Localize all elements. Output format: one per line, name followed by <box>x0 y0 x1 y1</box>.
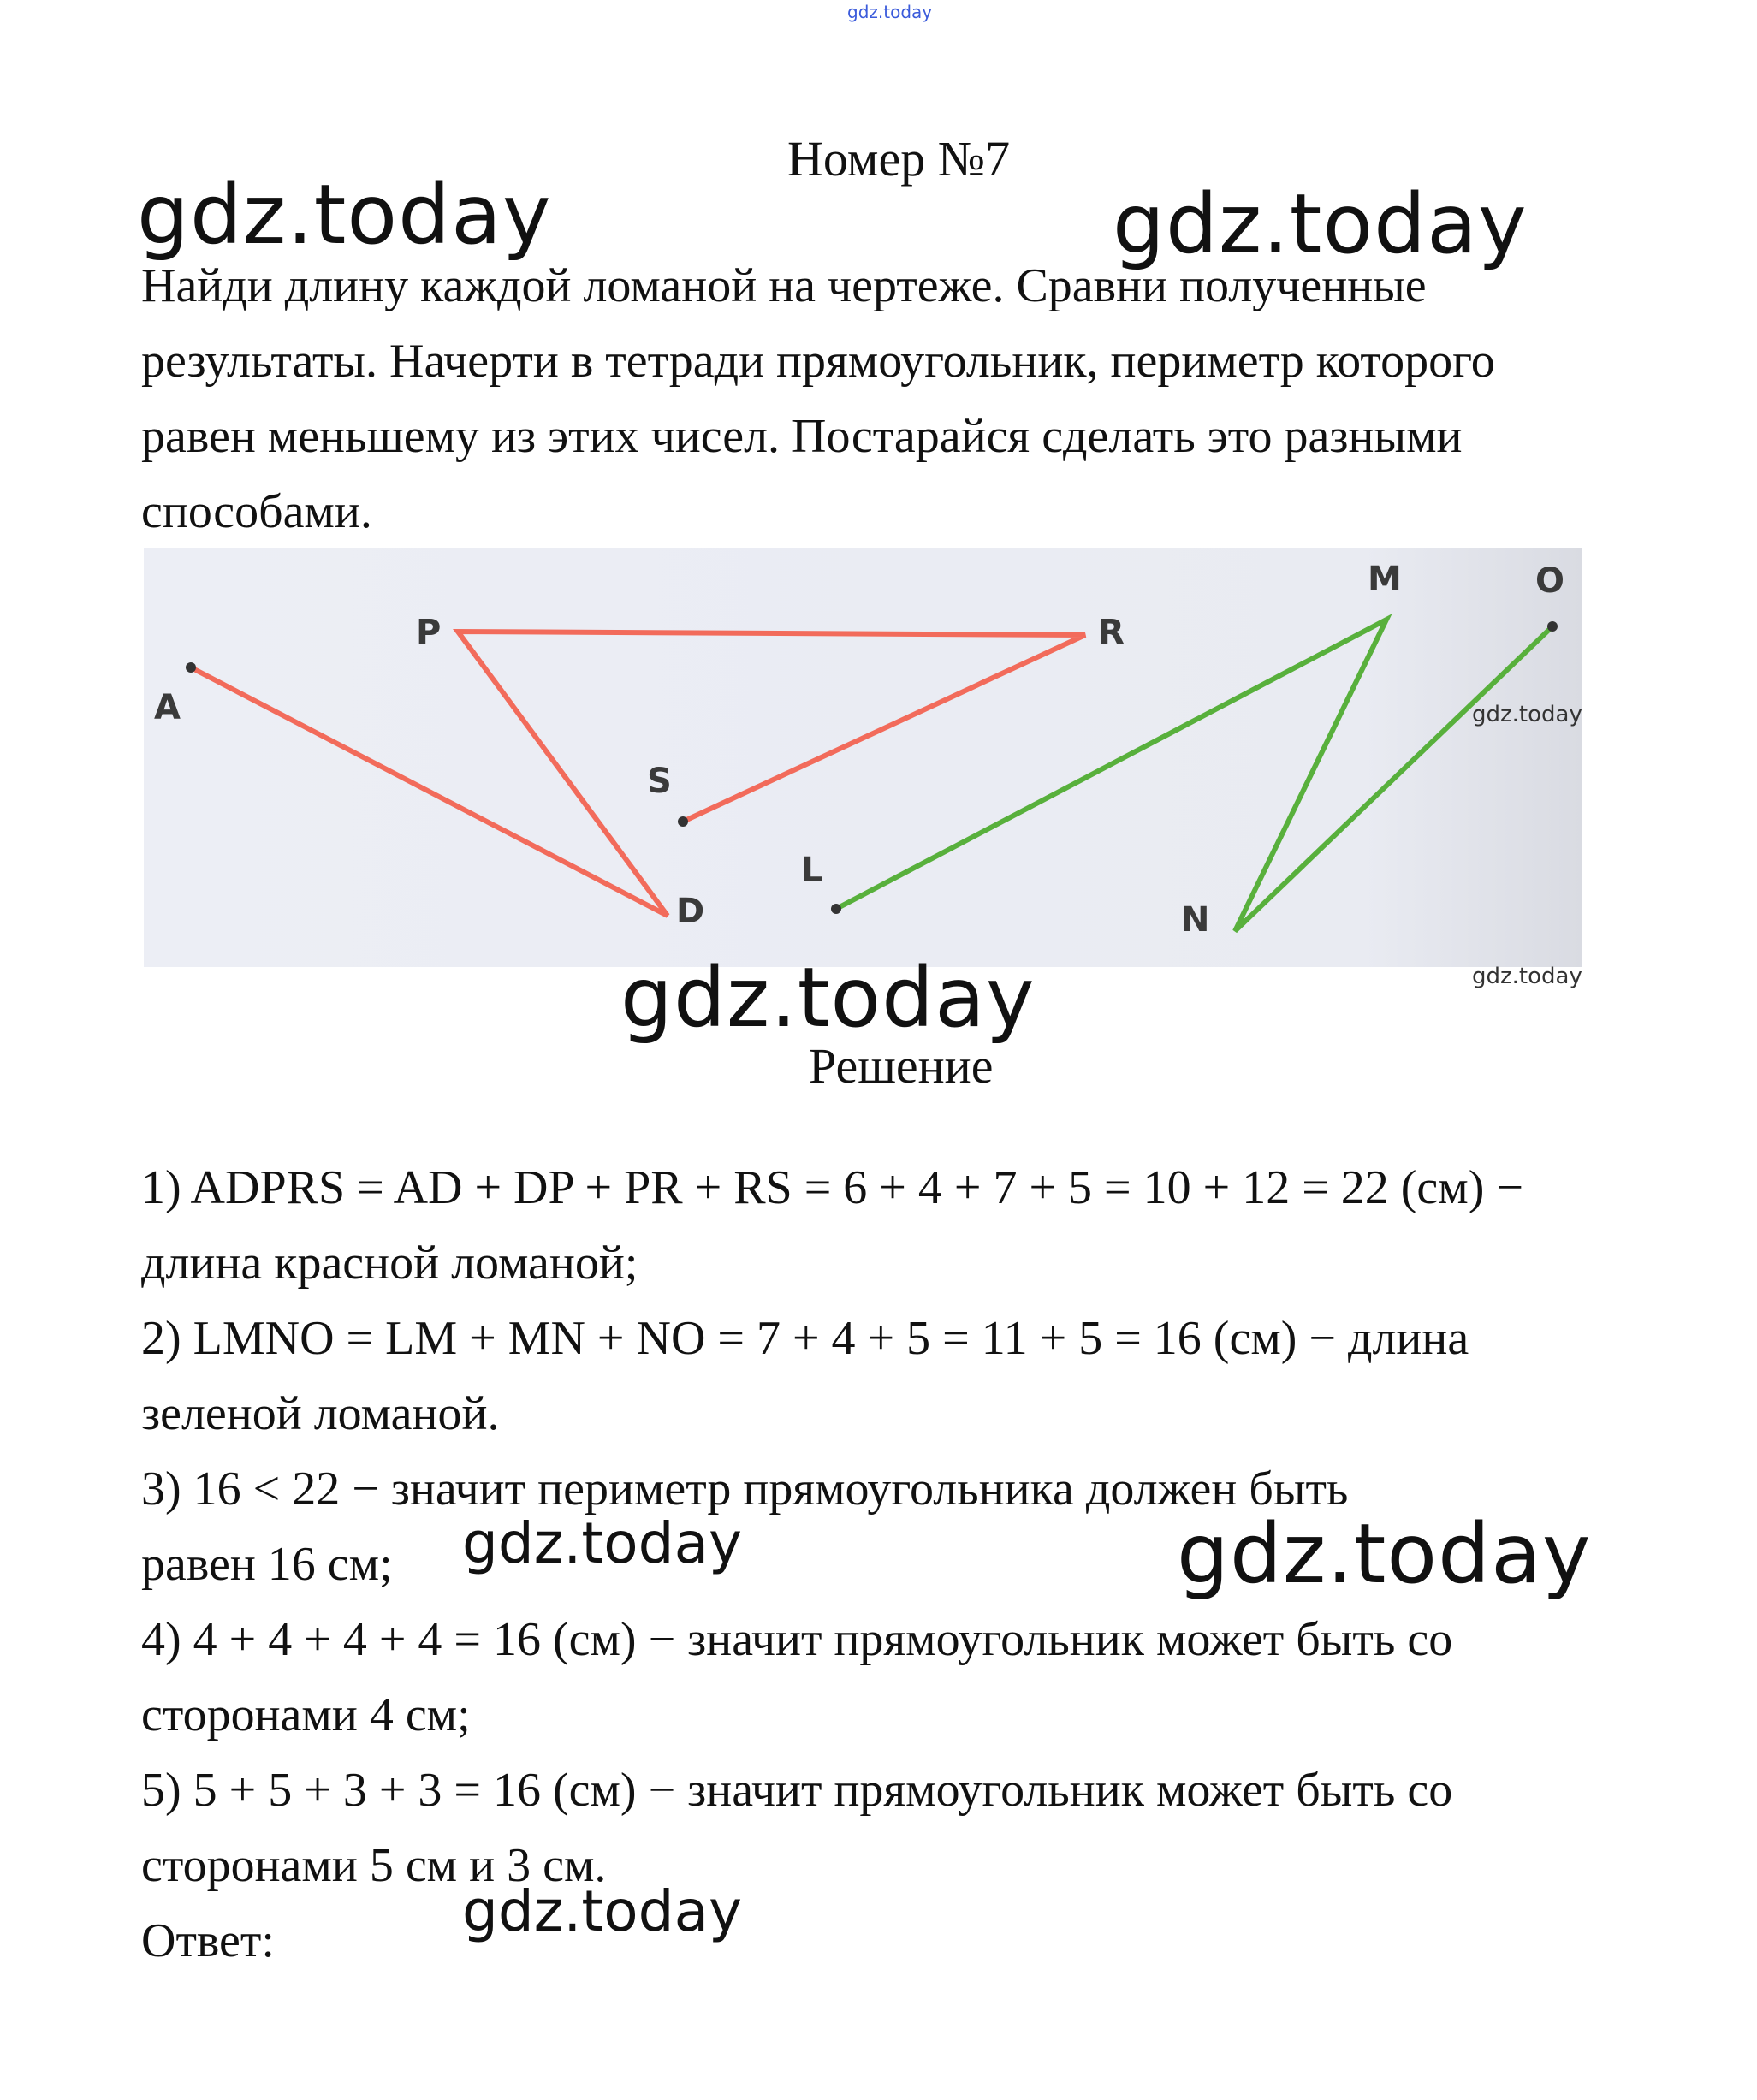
polyline-figure <box>144 548 1582 967</box>
label-p: P <box>416 613 442 652</box>
watermark: gdz.today <box>462 1510 743 1576</box>
solution-line: 5) 5 + 5 + 3 + 3 = 16 (см) − значит прямоугольник может быть со <box>141 1764 1453 1817</box>
label-a: A <box>154 688 181 727</box>
page-title: Номер №7 <box>787 131 1011 187</box>
task-line: Найди длину каждой ломаной на чертеже. Сравни полученные <box>141 259 1427 312</box>
solution-line: сторонами 5 см и 3 см. <box>141 1839 607 1892</box>
label-o: O <box>1535 561 1565 601</box>
task-line: результаты. Начерти в тетради прямоугольник, периметр которого <box>141 335 1495 388</box>
watermark-small: gdz.today <box>1472 964 1582 989</box>
solution-line: 1) ADPRS = AD + DP + PR + RS = 6 + 4 + 7 + 5 = 10 + 12 = 22 (см) − <box>141 1161 1523 1214</box>
task-line: равен меньшему из этих чисел. Постарайся сделать это разными <box>141 410 1463 463</box>
solution-line: длина красной ломаной; <box>141 1237 638 1290</box>
watermark: gdz.today <box>1177 1506 1592 1602</box>
solution-line: 3) 16 < 22 − значит периметр прямоугольника должен быть <box>141 1462 1349 1516</box>
label-l: L <box>801 851 823 890</box>
solution-line: равен 16 см; <box>141 1538 393 1591</box>
point-o <box>1547 621 1558 632</box>
label-r: R <box>1098 613 1125 652</box>
solution-heading: Решение <box>809 1038 994 1094</box>
point-a <box>186 662 196 673</box>
solution-line: 4) 4 + 4 + 4 + 4 = 16 (см) − значит прямоугольник может быть со <box>141 1613 1453 1666</box>
watermark: gdz.today <box>620 950 1036 1046</box>
watermark: gdz.today <box>462 1878 743 1944</box>
solution-line: зеленой ломаной. <box>141 1387 500 1440</box>
label-m: M <box>1368 560 1402 599</box>
task-line: способами. <box>141 485 372 538</box>
point-s <box>678 816 688 827</box>
watermark: gdz.today <box>1113 176 1528 272</box>
point-l <box>831 904 841 914</box>
label-d: D <box>676 892 705 931</box>
solution-line: Ответ: <box>141 1914 275 1967</box>
solution-line: 2) LMNO = LM + MN + NO = 7 + 4 + 5 = 11 + 5 = 16 (см) − длина <box>141 1312 1469 1365</box>
solution-line: сторонами 4 см; <box>141 1688 471 1741</box>
label-n: N <box>1181 900 1210 940</box>
watermark: gdz.today <box>137 167 552 263</box>
watermark-top: gdz.today <box>847 2 933 22</box>
watermark-small: gdz.today <box>1472 702 1582 727</box>
task-text <box>141 248 1647 549</box>
label-s: S <box>647 762 672 801</box>
